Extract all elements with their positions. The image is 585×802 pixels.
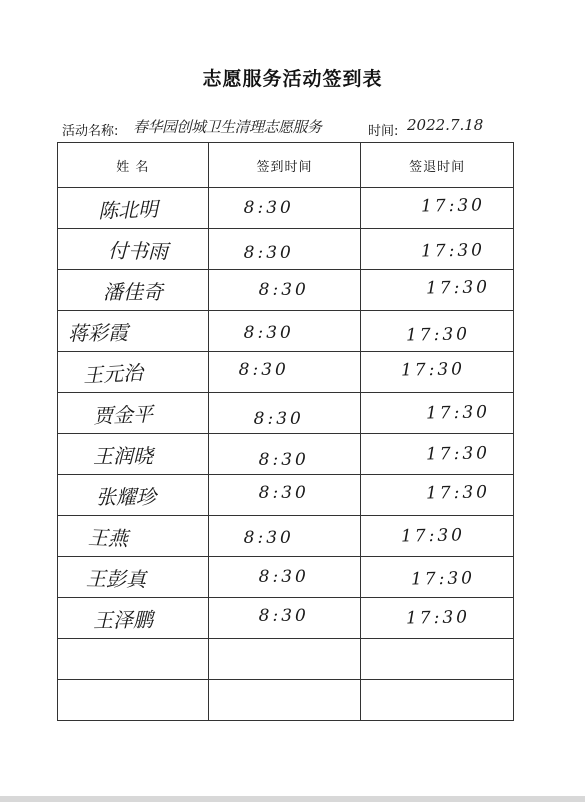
table-row — [58, 434, 514, 475]
signer-name: 陈北明 — [97, 196, 159, 224]
table-cell — [208, 352, 361, 393]
table-cell — [361, 434, 514, 475]
sign-in-time: 8:30 — [238, 360, 289, 380]
sign-in-time: 8:30 — [243, 198, 294, 218]
table-cell — [58, 229, 209, 270]
table-cell — [208, 639, 361, 680]
signer-name: 张耀珍 — [96, 485, 156, 509]
table-cell — [58, 393, 209, 434]
table-cell — [208, 598, 361, 639]
table-cell — [208, 311, 361, 352]
table-header-row — [58, 143, 514, 188]
signer-name: 王元治 — [82, 360, 144, 388]
table-cell — [208, 475, 361, 516]
table-cell — [361, 352, 514, 393]
table-row — [58, 598, 514, 639]
table-cell — [208, 434, 361, 475]
activity-label: 活动名称: — [62, 124, 119, 139]
table-cell — [58, 434, 209, 475]
scan-edge — [0, 796, 585, 802]
table-cell — [361, 270, 514, 311]
signer-name: 潘佳奇 — [103, 280, 163, 304]
signer-name: 付书雨 — [107, 238, 169, 264]
activity-date: 2022.7.18 — [407, 116, 484, 134]
sign-in-time: 8:30 — [258, 567, 309, 587]
table-row — [58, 229, 514, 270]
table-cell — [361, 516, 514, 557]
sign-in-time: 8:30 — [258, 450, 309, 470]
header-sign-out-time: 签退时间 — [361, 143, 514, 188]
time-label: 时间: — [368, 124, 399, 139]
table-cell — [361, 557, 514, 598]
table-row — [58, 475, 514, 516]
table-cell — [361, 598, 514, 639]
sign-in-time: 8:30 — [258, 483, 309, 503]
table-cell — [208, 516, 361, 557]
signer-name: 王燕 — [87, 525, 129, 551]
sign-out-time: 17:30 — [426, 402, 491, 424]
table-row — [58, 393, 514, 434]
table-cell — [58, 270, 209, 311]
table-cell — [208, 680, 361, 721]
sign-out-time: 17:30 — [426, 482, 491, 504]
table-body — [58, 188, 514, 721]
table-row — [58, 270, 514, 311]
sign-in-table — [57, 142, 514, 721]
table-cell — [58, 516, 209, 557]
table-row — [58, 188, 514, 229]
signer-name: 蒋彩霞 — [67, 320, 129, 346]
table-cell — [208, 229, 361, 270]
table-cell — [361, 475, 514, 516]
sign-in-time: 8:30 — [258, 606, 309, 626]
sign-out-time: 17:30 — [401, 359, 466, 381]
sign-in-time: 8:30 — [258, 280, 309, 300]
table-cell — [361, 393, 514, 434]
table-cell — [361, 639, 514, 680]
table-cell — [58, 352, 209, 393]
activity-info — [62, 116, 532, 142]
sign-in-time: 8:30 — [243, 243, 294, 263]
header-name: 姓 名 — [58, 143, 209, 188]
table-row — [58, 352, 514, 393]
document-title: 志愿服务活动签到表 — [202, 68, 383, 90]
table-cell — [58, 475, 209, 516]
table-cell — [58, 188, 209, 229]
table-cell — [208, 393, 361, 434]
sign-out-time: 17:30 — [421, 240, 486, 262]
table-cell — [361, 188, 514, 229]
table-cell — [361, 229, 514, 270]
table-cell — [208, 188, 361, 229]
table-cell — [208, 557, 361, 598]
signer-name: 王润晓 — [93, 444, 153, 468]
sign-out-time: 17:30 — [426, 443, 491, 465]
sign-out-time: 17:30 — [401, 525, 466, 547]
table-row — [58, 680, 514, 721]
sign-out-time: 17:30 — [411, 568, 476, 590]
table-cell — [58, 557, 209, 598]
table-row — [58, 516, 514, 557]
table-cell — [58, 639, 209, 680]
sign-out-time: 17:30 — [406, 607, 471, 629]
table-cell — [58, 311, 209, 352]
sign-out-time: 17:30 — [406, 324, 471, 346]
header-sign-in-time: 签到时间 — [208, 143, 361, 188]
signer-name: 王泽鹏 — [92, 607, 154, 633]
table-cell — [58, 680, 209, 721]
sign-in-time: 8:30 — [243, 323, 294, 343]
table-cell — [58, 598, 209, 639]
sign-in-time: 8:30 — [243, 528, 294, 548]
signer-name: 贾金平 — [92, 401, 154, 429]
signer-name: 王彭真 — [85, 566, 147, 592]
sign-in-time: 8:30 — [253, 409, 304, 429]
activity-name: 春华园创城卫生清理志愿服务 — [133, 118, 322, 136]
table-cell — [361, 311, 514, 352]
table-row — [58, 639, 514, 680]
table-row — [58, 311, 514, 352]
sign-out-time: 17:30 — [421, 195, 486, 217]
table-row — [58, 557, 514, 598]
table-cell — [361, 680, 514, 721]
table-cell — [208, 270, 361, 311]
sign-out-time: 17:30 — [426, 277, 491, 299]
